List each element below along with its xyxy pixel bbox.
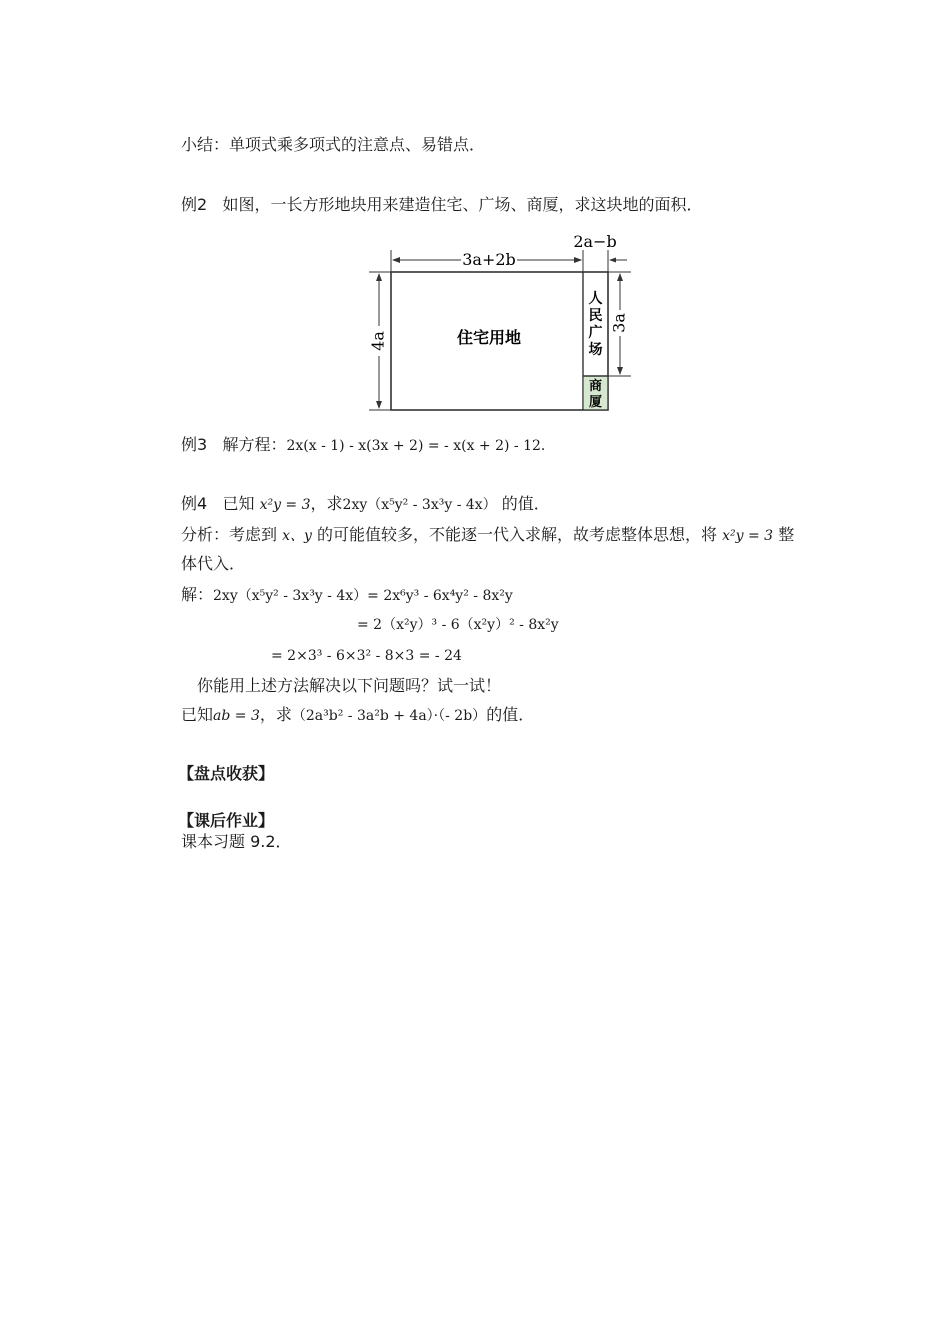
summary-line: 小结：单项式乘多项式的注意点、易错点． xyxy=(181,135,486,154)
plaza-char-1: 人 xyxy=(588,291,603,307)
dim-top-right: 2a−b xyxy=(573,232,617,251)
example2 xyxy=(181,194,702,216)
plaza-char-3: 广 xyxy=(588,325,603,341)
exercise-line: 已知ab = 3，求（2a³b² - 3a²b + 4a）·（- 2b）的值． xyxy=(181,705,535,724)
example4: 例4 已知 x²y = 3，求2xy（x⁵y² - 3x³y - 4x） 的值． xyxy=(181,494,550,513)
mall-char-2: 厦 xyxy=(588,395,603,410)
arrow-up-icon xyxy=(376,273,382,281)
solution-step-2: = 2（x²y）³ - 6（x²y）² - 8x²y xyxy=(357,617,559,633)
example3-prefix: 解方程： xyxy=(222,435,287,454)
example3-equation: 2x(x - 1) - x(3x + 2) = - x(x + 2) - 12． xyxy=(286,438,555,454)
example3 xyxy=(181,434,555,457)
given-expr: x²y = 3 xyxy=(259,497,311,513)
harvest-heading: 【盘点收获】 xyxy=(178,764,275,783)
arrow-down-icon xyxy=(376,401,382,409)
land-figure xyxy=(365,230,635,420)
plaza-char-4: 场 xyxy=(588,342,603,358)
target-expr: 2xy（x⁵y² - 3x³y - 4x） xyxy=(342,497,497,513)
solution-step-1: 解：2xy（x⁵y² - 3x³y - 4x）= 2x⁶y³ - 6x⁴y² - 8x²y xyxy=(181,585,513,604)
example3-label: 例3 xyxy=(181,435,208,454)
dim-top: 3a+2b xyxy=(462,250,516,269)
homework-text: 课本习题 9.2． xyxy=(181,832,292,851)
example4-label: 例4 xyxy=(181,494,208,513)
plaza-char-2: 民 xyxy=(588,308,603,324)
dim-right: 3a xyxy=(609,313,629,333)
mall-char-1: 商 xyxy=(588,379,603,394)
example2-text: 如图，一长方形地块用来建造住宅、广场、商厦，求这块地的面积． xyxy=(222,195,703,214)
analysis-line-2: 体代入． xyxy=(181,554,246,573)
main-area-label: 住宅用地 xyxy=(456,328,522,347)
analysis-line-1: 分析：考虑到 x、y 的可能值较多，不能逐一代入求解，故考虑整体思想，将 x²y = 3 整 xyxy=(181,525,795,544)
homework-heading: 【课后作业】 xyxy=(178,811,275,830)
example2-label: 例2 xyxy=(181,195,208,214)
dim-left: 4a xyxy=(368,331,388,351)
arrow-left-icon xyxy=(392,257,400,263)
try-it-line: 你能用上述方法解决以下问题吗？试一试！ xyxy=(197,676,502,695)
solution-step-3: = 2×3³ - 6×3² - 8×3 = - 24 xyxy=(271,648,462,664)
